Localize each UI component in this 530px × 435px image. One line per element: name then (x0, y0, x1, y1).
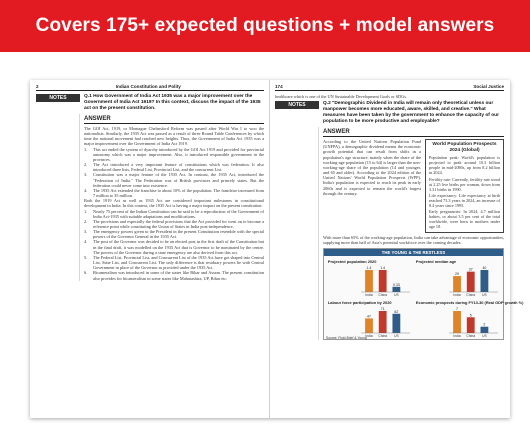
question-row (36, 94, 264, 112)
bar (379, 311, 387, 333)
banner-text: Covers 175+ expected questions + model answers (35, 15, 495, 36)
body-wrap (36, 114, 264, 281)
item-text: The Federal List, Provincial List, and Concurrent List of the 1935 Act have got shaped into Central List, State List, and Concurrent List. The only difference is that residuary powers lie with Central Government in place of the Governor as provided under the 1935 Act. (93, 254, 264, 271)
data-label: 37 (468, 267, 473, 272)
box-item: Life expectancy: Life expectancy at birth reached 73.3 years in 2024, an increase of 8.4 years since 1995. (429, 192, 500, 208)
category-label: US (394, 293, 399, 298)
bar (392, 314, 400, 333)
answer-text: According to the United Nations Population Fund (UNFPA), a demographic dividend means the economic growth potential that can result from shifts in a population's age structure, mainly when the share of the working-age population (15 to 64) is larger than the non-working-age share of the population (14 and younger, and 65 and older). According to the 2024 edition of the United Nations' World Population Prospects (WPP), India's population is expected to reach its peak in early 2060s and is expected to remain the world's largest through the century. (323, 139, 421, 196)
wpp-box (425, 139, 504, 233)
data-label: 2 (483, 322, 486, 328)
category-label: India (365, 334, 373, 339)
item-number: 1. (84, 208, 88, 214)
answer-points (84, 147, 264, 199)
bar (453, 276, 461, 292)
list-item (84, 239, 264, 254)
data-label: 7 (456, 307, 459, 312)
question-row (275, 101, 504, 125)
answer-heading: ANSWER (323, 129, 504, 137)
item-text: Nearly 75 percent of the Indian Constitution can be said to be a reproduction of the Government of India Act-1935 with suitable adaptations and modifications. (93, 208, 264, 219)
data-label: 1.4 (380, 266, 386, 271)
chart-title: Labour force participation by 2020 (327, 300, 392, 306)
answer-split (323, 139, 504, 233)
infographic-charts (324, 256, 524, 341)
bar (379, 270, 387, 292)
box-title: World Population Prospects 2024 (Global) (432, 142, 497, 153)
data-label: 5 (469, 313, 472, 318)
category-label: China (466, 293, 476, 298)
item-text: Constitution was a major feature of the 1935 Act. In contrast, the 1935 Act, introduced the "Federation of India." The Federation was of British provinces and princely states. But the federation could never come into existence. (93, 172, 264, 188)
item-number: 4. (84, 187, 88, 193)
infographic-body (324, 256, 524, 341)
notes-label: NOTES (275, 101, 319, 109)
bar (481, 270, 489, 292)
list-item (84, 147, 264, 162)
bar (365, 319, 373, 334)
list-item (84, 162, 264, 172)
category-label: China (378, 334, 388, 339)
notes-column (36, 114, 80, 281)
data-label: 47 (367, 314, 371, 319)
chart-title: Economic prospects during FY13-30 (Real GDP growth %) (415, 300, 524, 306)
item-text: The Act introduced a very important feature of constitutions which was federation. It also introduced three lists, Federal List, Provincial List, and the concurrent List. (93, 162, 264, 173)
item-number: 6. (84, 270, 88, 276)
list-item (84, 188, 264, 198)
after-text: With more than 65% of the working-age population, India can take advantage of economic opportunities, supplying more than half of Asia's potential workforce over the coming decades. (323, 235, 504, 246)
page-number: 2 (36, 84, 39, 89)
data-label: 1.4 (366, 266, 372, 271)
item-text: This act ended the system of dyarchy introduced by the GOI Act 1919 and provided for provincial autonomy which was a major improvement. Also, it introduced responsible government in the provinces. (93, 146, 264, 162)
bar (453, 311, 461, 333)
item-text: The emergency powers given to the President in the present Constitution resemble with the special powers of the Governor General in the 1935 Act. (93, 229, 264, 240)
box-item: Fertility rate: Currently, fertility rate stood at 2.25 live births per woman, down from 3.31 births in 1990. (429, 176, 500, 192)
item-number: 5. (84, 254, 88, 260)
mini-chart (416, 300, 524, 338)
item-text: The provisions and especially the federal provisions that the Act provided for went on to become a reference point while constituting the Union of States in India post-independence. (93, 218, 264, 229)
answer-content (323, 127, 524, 341)
infographic-title: THE YOUNG & THE RESTLESS (324, 249, 503, 256)
question-text: Q.2 "Demographic Dividend in India will remain only theoretical unless our manpower becomes more educated, aware, skilled, and creative." What measures have been taken by the government to enhance the capacity of our population to be more productive and employable? (323, 101, 499, 125)
data-label: 40 (482, 266, 487, 271)
mini-chart (328, 259, 410, 297)
infographic-source: Source: Fluid-Brief & Young (325, 336, 367, 341)
running-title: Social Justice (473, 84, 504, 89)
item-number: 2. (84, 218, 88, 224)
chart-title: Projected population 2020 (327, 259, 377, 265)
left-page (30, 80, 270, 418)
box-items (429, 155, 500, 229)
list-item (84, 255, 264, 270)
item-number: 1. (84, 146, 88, 152)
mini-chart (416, 259, 498, 297)
list-item (84, 219, 264, 229)
answer-heading: ANSWER (84, 116, 264, 124)
body-wrap (275, 127, 524, 341)
item-number: 3. (84, 172, 88, 178)
data-label: 0.33 (392, 283, 400, 288)
data-label: 29 (455, 272, 459, 277)
list-item (84, 209, 264, 219)
box-item: Early pregnancies: In 2024, 4.7 million babies, or about 3.5 per cent of the total worldwide, were born to mothers under age 18. (429, 208, 500, 229)
category-label: India (453, 293, 461, 298)
answer-intro: The GOI Act, 1919, or Montague Chelmsford Reform was passed after World War I to woo the nationalists. Similarly, the 1935 Act was passed as a result of three Round Table Conferences by which time the national movement had reached new heights. Thus, the Government of India Act 1935 was a major improvement over the Government of India Act 1919. (84, 126, 264, 147)
item-text: The 1935 Act extended the franchise to about 10% of the population. The franchise increased from 7 million to 35 million. (93, 187, 264, 199)
running-header (36, 84, 264, 91)
open-book (30, 80, 524, 418)
impact-points (84, 209, 264, 281)
category-label: China (466, 334, 476, 339)
question-text: Q.1 How Government of India Act 1935 was a major improvement over the Government of India Act 1919? In this context, discuss the impact of the 1935 act on the present constitution. (84, 94, 261, 111)
answer-mid: Both the 1919 Act as well as 1935 Act are considered important milestones in constitutional development in India. In this context, the 1935 Act is having a major impact on the present constitution. (84, 198, 264, 209)
list-item (84, 270, 264, 280)
item-number: 4. (84, 239, 88, 245)
data-label: 62 (394, 310, 399, 315)
item-text: The post of the Governor was decided to be an elected post in the first draft of the Constitution but in the final draft, it was modelled on the 1935 Act that is Governor to be nominated by the centre. The powers of the Governor during a state emergency are also derived from this act. (93, 239, 264, 255)
chart-title: Projected median age (415, 259, 457, 265)
bar (467, 318, 475, 334)
category-label: US (482, 334, 487, 339)
running-header (275, 84, 504, 91)
data-label: 71 (380, 307, 385, 312)
item-number: 3. (84, 229, 88, 235)
notes-label: NOTES (36, 94, 80, 102)
category-label: US (394, 334, 399, 339)
bar (365, 270, 373, 292)
bar (467, 272, 475, 292)
page-number: 174 (275, 84, 283, 89)
running-title: Indian Constitution and Polity (115, 84, 181, 89)
bar (392, 287, 400, 292)
bar (481, 327, 489, 333)
right-page (270, 80, 524, 418)
category-label: US (482, 293, 487, 298)
list-item (84, 172, 264, 187)
category-label: India (365, 293, 373, 298)
continued-text: healthcare which is one of the UN Sustainable Development Goals or SDGs. (275, 94, 407, 99)
list-item (84, 229, 264, 239)
item-text: Bicameralism was introduced in some of the states like Bihar and Assam. The present constitution also provides for bicameralism in some states like Maharashtra, UP, Bihar etc. (93, 270, 264, 281)
category-label: China (378, 293, 388, 298)
item-number: 2. (84, 162, 88, 168)
box-item: Population peak: World's population is projected to peak around 10.3 billion people in mid-2080s, up from 8.2 billion in 2024. (429, 155, 500, 176)
promo-banner (0, 0, 530, 52)
category-label: India (453, 334, 461, 339)
notes-column (275, 127, 319, 340)
infographic (323, 248, 524, 341)
answer-content (84, 114, 264, 281)
